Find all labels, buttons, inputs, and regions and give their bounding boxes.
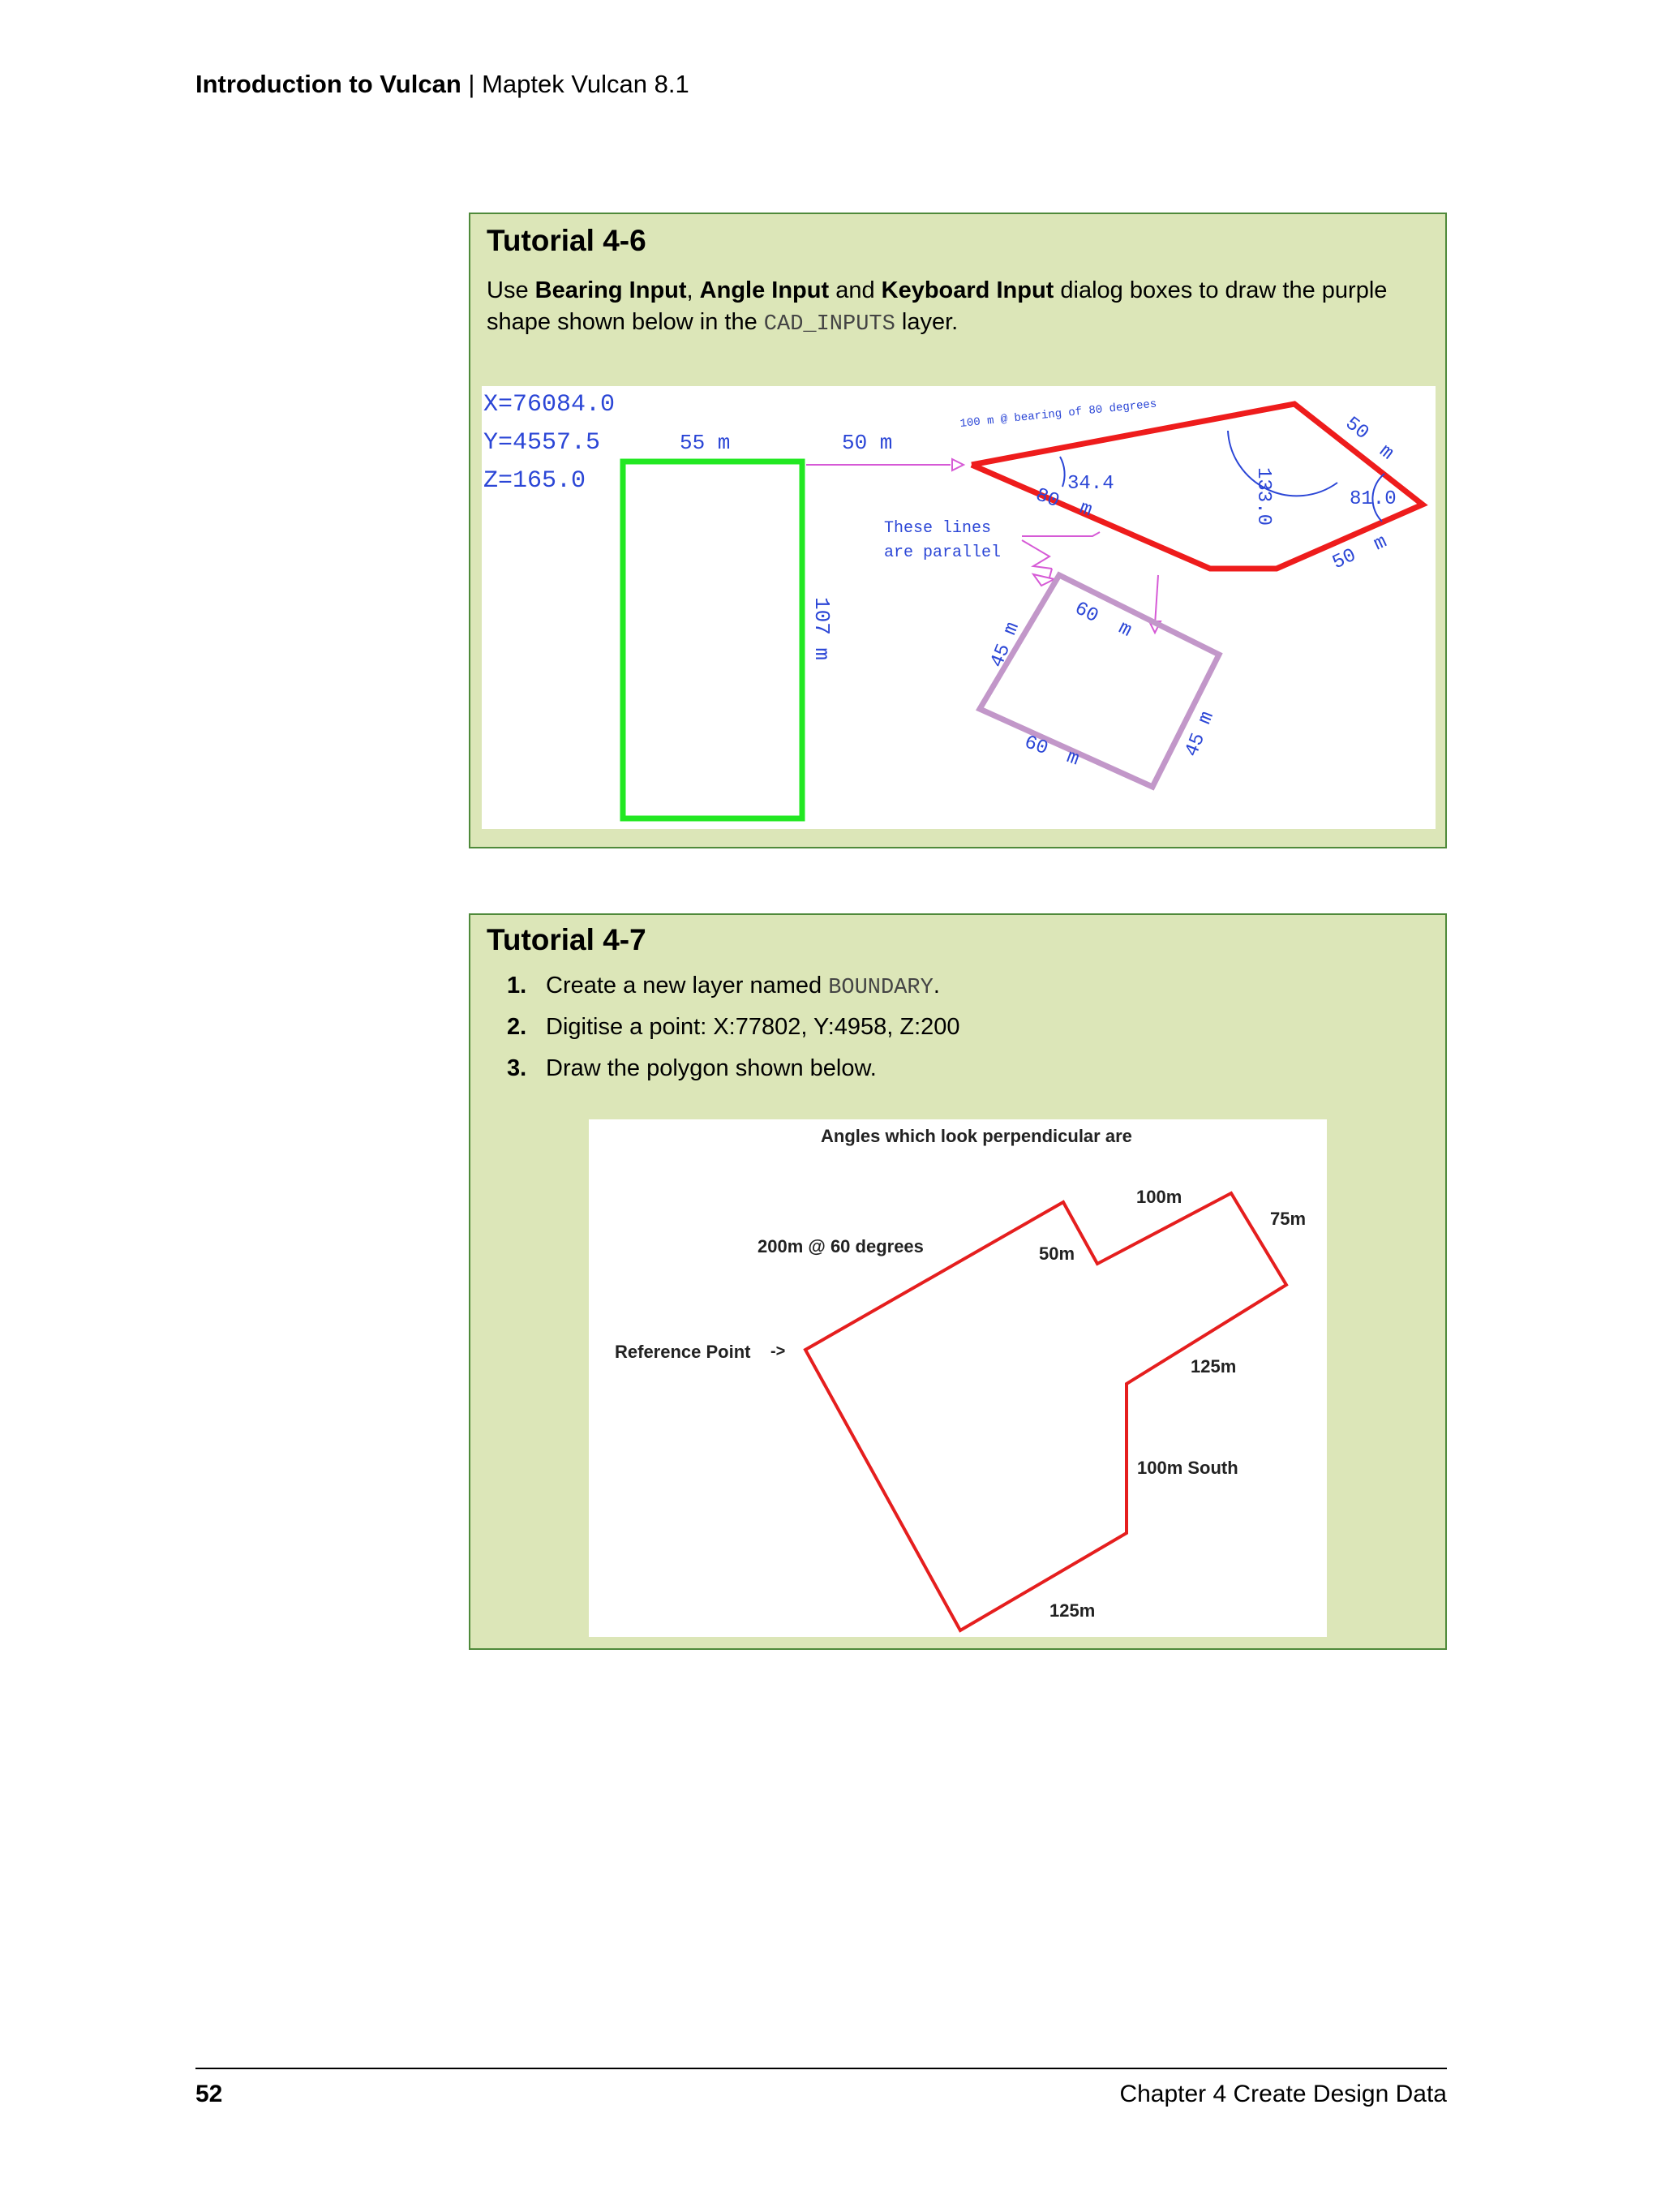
instr-keyboard-input: Keyboard Input — [881, 277, 1054, 303]
boundary-drawing — [589, 1119, 1327, 1637]
green-top-label: 55 m — [680, 431, 731, 455]
coord-x: X=76084.0 — [483, 391, 616, 419]
step-text: Digitise a point: X:77802, Y:4958, Z:200 — [546, 1014, 960, 1040]
instr-angle-input: Angle Input — [699, 277, 830, 303]
green-rectangle — [623, 462, 802, 818]
reference-point-label: Reference Point — [615, 1342, 751, 1362]
angle-arc-344 — [1060, 457, 1065, 487]
tutorial-4-6-box — [469, 213, 1447, 848]
purple-45-left-label: 45 m — [986, 619, 1024, 671]
parallel-note-2: are parallel — [884, 543, 1002, 562]
red-50-bot-label: 50 — [1328, 544, 1360, 575]
label-100m: 100m — [1136, 1187, 1182, 1207]
parallel-arrow-red — [1022, 532, 1100, 536]
label-125m-right: 125m — [1191, 1356, 1237, 1377]
step-layer-code: BOUNDARY — [828, 976, 934, 1000]
angle-1330-label: 133.0 — [1252, 467, 1274, 526]
arrow-50-label: 50 m — [842, 431, 893, 455]
step-text: Draw the polygon shown below. — [546, 1055, 877, 1081]
reference-point-arrow: -> — [770, 1342, 786, 1360]
instr-text: Use — [487, 277, 535, 303]
figure-caption: Angles which look perpendicular are — [821, 1126, 1132, 1146]
header-separator: | — [468, 70, 475, 98]
page-number: 52 — [195, 2081, 223, 2107]
tutorial-4-6-figure — [482, 386, 1436, 829]
connector-arrowhead — [952, 459, 964, 470]
tutorial-4-7-figure — [589, 1119, 1327, 1637]
step-item — [507, 1007, 960, 1048]
tutorial-4-6-instructions — [487, 275, 1419, 341]
parallel-note-1: These lines — [884, 519, 992, 538]
angle-arc-1330 — [1228, 431, 1337, 496]
purple-60-bot-unit: m — [1063, 746, 1083, 771]
step-item — [507, 965, 960, 1007]
step-number: 1. — [507, 973, 527, 999]
tutorial-4-6-title: Tutorial 4-6 — [487, 224, 646, 257]
purple-45-right-label: 45 m — [1181, 708, 1219, 760]
coord-y: Y=4557.5 — [483, 429, 601, 457]
purple-60-bot-label: 60 — [1021, 732, 1051, 761]
step-item — [507, 1048, 960, 1089]
instr-text: and — [829, 277, 882, 303]
header-subtitle: Maptek Vulcan 8.1 — [482, 70, 689, 98]
tutorial-4-7-box — [469, 913, 1447, 1650]
offset-arrow — [1155, 575, 1158, 625]
step-number: 3. — [507, 1055, 527, 1081]
step-text-after: . — [933, 973, 940, 999]
instr-bearing-input: Bearing Input — [534, 277, 687, 303]
tutorial-4-7-title: Tutorial 4-7 — [487, 923, 646, 956]
cad-drawing — [482, 386, 1436, 829]
parallel-arrow-purple — [1049, 569, 1052, 578]
red-50-bot-unit: m — [1370, 530, 1391, 556]
parallel-arrow-squiggle — [1022, 540, 1052, 569]
label-75m: 75m — [1270, 1209, 1307, 1229]
instr-layer-code: CAD_INPUTS — [763, 312, 895, 337]
label-200m: 200m @ 60 degrees — [758, 1236, 924, 1256]
instr-text: layer. — [895, 309, 959, 335]
header-title: Introduction to Vulcan — [195, 70, 461, 98]
tutorial-4-7-steps — [507, 965, 960, 1089]
red-80-unit: m — [1076, 497, 1096, 522]
instr-text: , — [686, 277, 700, 303]
purple-60-top-unit: m — [1114, 617, 1135, 642]
bearing-label: 100 m @ bearing of 80 degrees — [959, 397, 1158, 431]
purple-60-top-label: 60 — [1071, 598, 1102, 629]
label-100m-south: 100m South — [1137, 1458, 1238, 1478]
instr-text: dialog boxes to draw the purple shape shown below in the — [487, 277, 1388, 335]
coord-z: Z=165.0 — [483, 467, 586, 495]
running-header — [195, 70, 689, 99]
label-125m-bottom: 125m — [1049, 1600, 1096, 1621]
chapter-title: Chapter 4 Create Design Data — [1119, 2081, 1447, 2107]
red-80-label: 80 — [1032, 484, 1062, 513]
footer-rule — [195, 2068, 1447, 2069]
red-50-top-label: 50 — [1341, 413, 1373, 445]
red-50-top-unit: m — [1375, 440, 1398, 466]
label-50m: 50m — [1039, 1243, 1075, 1264]
step-number: 2. — [507, 1014, 527, 1040]
green-side-label: 107 m — [809, 597, 834, 661]
step-text: Create a new layer named — [546, 973, 829, 999]
angle-344-label: 34.4 — [1067, 473, 1114, 495]
angle-810-label: 81.0 — [1350, 488, 1397, 510]
